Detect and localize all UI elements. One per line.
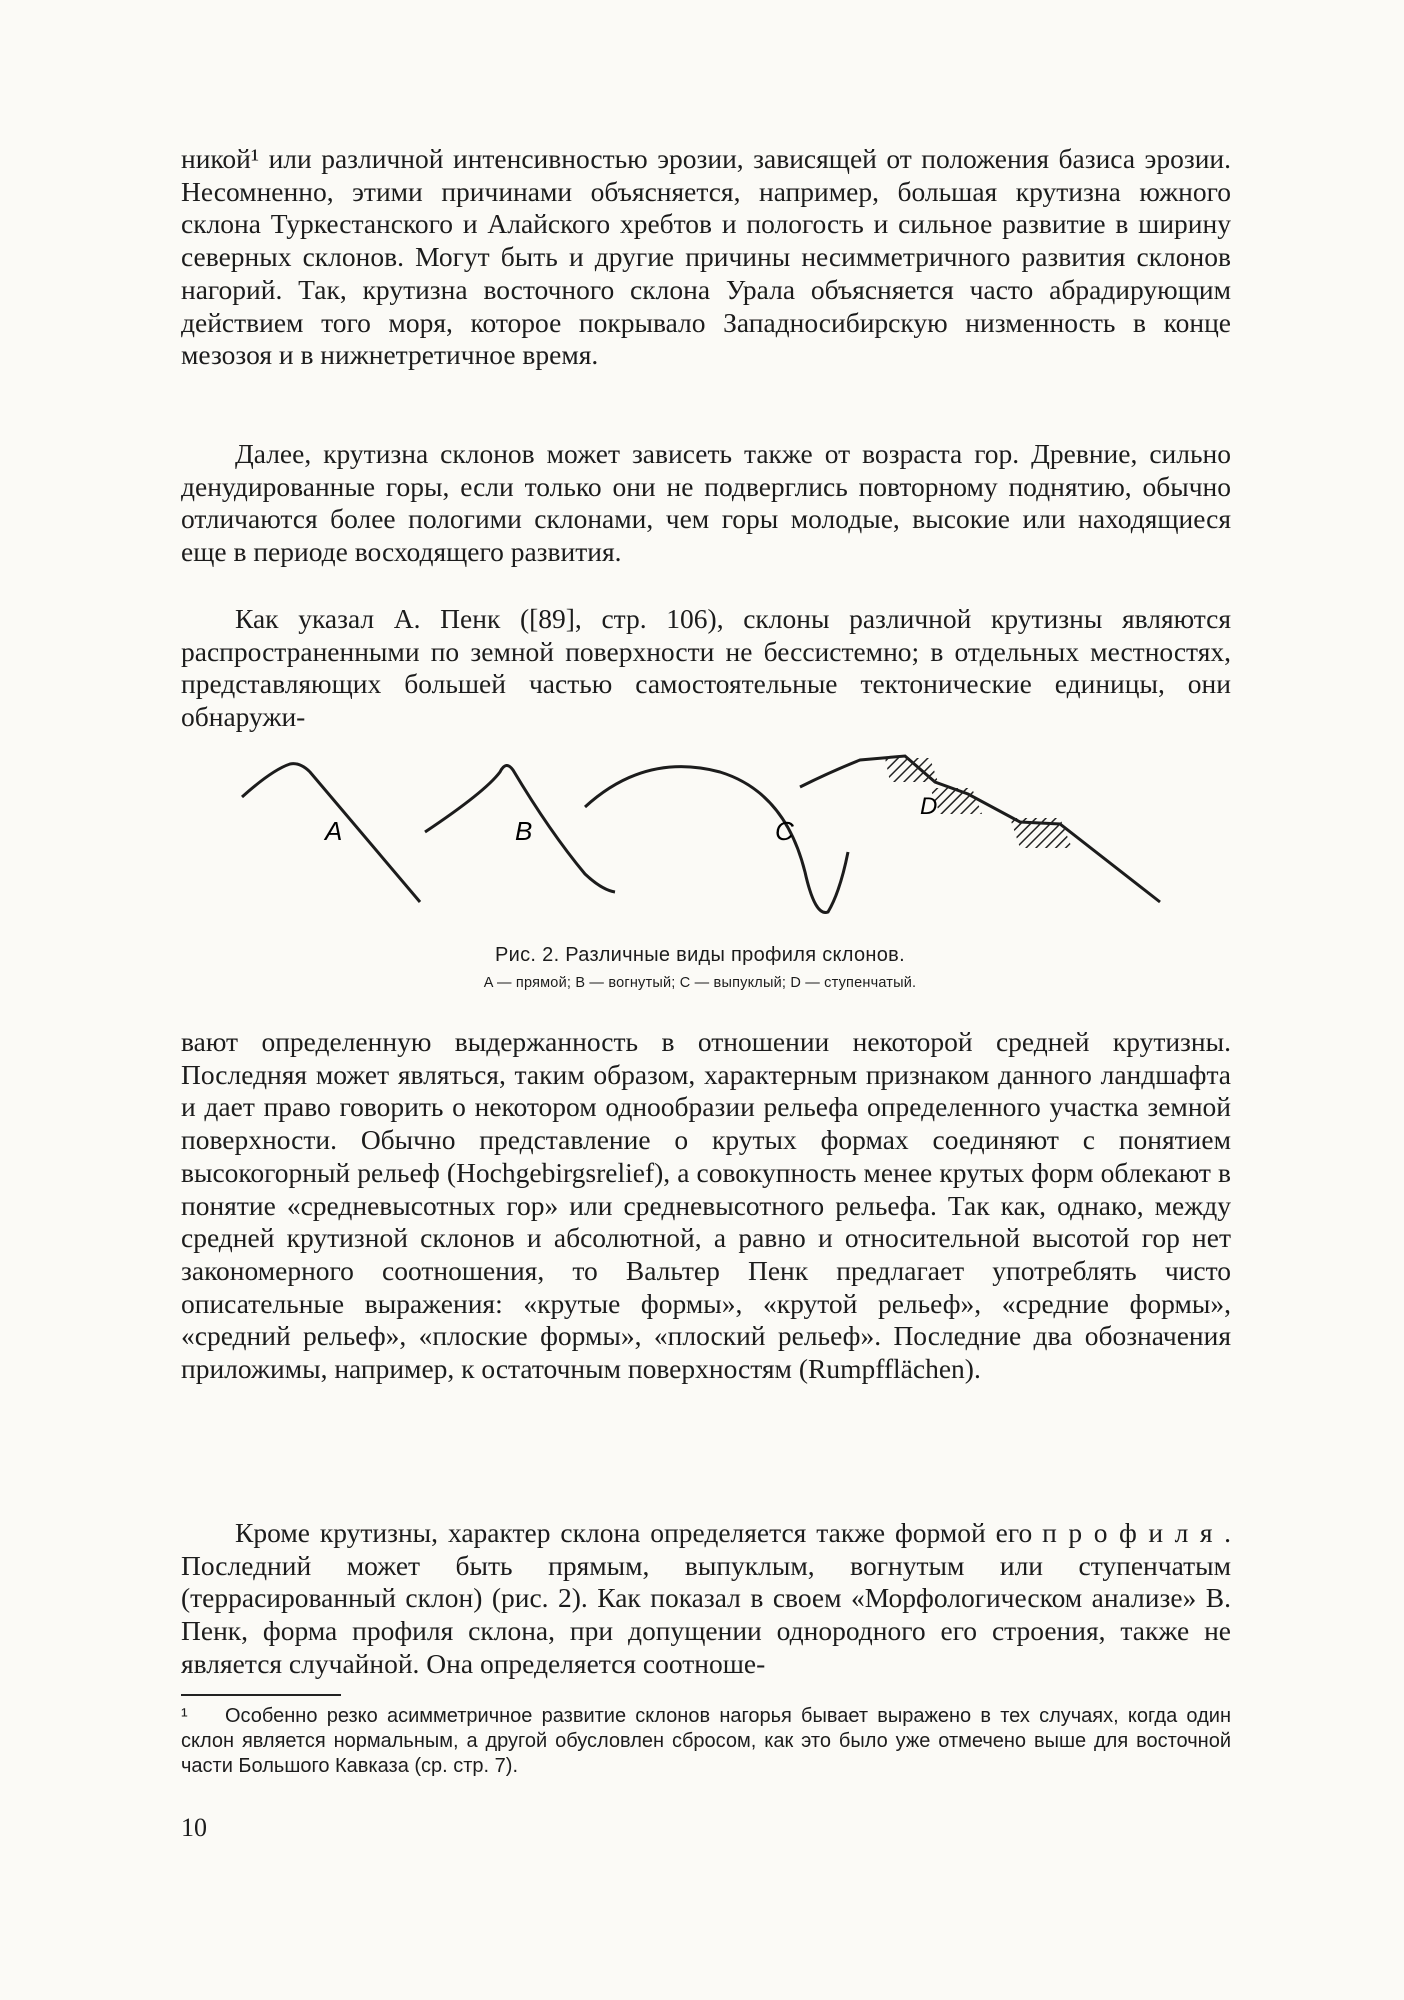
paragraph-1: никой¹ или различной интенсивностью эрозии, зависящей от положения базиса эрозии. Несомненно, этими причинами объясняется, например, большая крутизна южного склона Туркестанского и Алайского хребтов и пологость и сильное развитие в ширину северных склонов. Могут быть и другие причины несимметричного развития склонов нагорий. Так, крутизна восточного склона Урала объясняется часто абрадирующим действием того моря, которое покрывало Западносибирскую низменность в конце мезозоя и в нижнетретичное время. — [181, 143, 1231, 371]
label-a: A — [325, 816, 343, 846]
terrace-2-hatch — [930, 788, 982, 814]
label-b: B — [515, 816, 533, 846]
profile-c-convex — [585, 767, 848, 913]
footnote-text: Особенно резко асимметричное развитие склонов нагорья бывает выражено в тех случаях, когда один склон является нормальным, а другой обусловлен сбросом, как это было уже отмечено выше для восточной части Большого Кавказа (ср. стр. 7). — [181, 1705, 1231, 1777]
footnote — [181, 1704, 1231, 1779]
page-number: 10 — [181, 1813, 207, 1842]
figure-caption-title: Рис. 2. Различные виды профиля склонов. — [495, 944, 905, 966]
label-d: D — [920, 793, 938, 820]
profile-d-stepped — [800, 756, 1160, 902]
paragraph-5 — [181, 1517, 1231, 1681]
footnote-rule — [181, 1694, 341, 1696]
label-c: C — [775, 816, 794, 846]
terrace-1-hatch — [885, 758, 938, 782]
paragraph-4: вают определенную выдержанность в отношении некоторой средней крутизны. Последняя может являться, таким образом, характерным признаком данного ландшафта и дает право говорить о некотором однообразии рельефа определенного участка земной поверхности. Обычно представление о крутых формах соединяют с понятием высокогорный рельеф (Hochgebirgsrelief), а совокупность менее крутых форм облекают в понятие «средневысотных гор» или средневысотного рельефа. Так как, однако, между средней крутизной склонов и абсолютной, а равно и относительной высотой гор нет закономерного соотношения, то Вальтер Пенк предлагает употреблять чисто описательные выражения: «крутые формы», «крутой рельеф», «средние формы», «средний рельеф», «плоские формы», «плоский рельеф». Последние два обозначения приложимы, например, к остаточным поверхностям (Rumpfflächen). — [181, 1026, 1231, 1385]
paragraph-2: Далее, крутизна склонов может зависеть также от возраста гор. Древние, сильно денудированные горы, если только они не подверглись повторному поднятию, обычно отличаются более пологими склонами, чем горы молодые, высокие или находящиеся еще в периоде восходящего развития. — [181, 438, 1231, 568]
paragraph-3: Как указал А. Пенк ([89], стр. 106), склоны различной крутизны являются распространенными по земной поверхности не бессистемно; в отдельных местностях, представляющих большей частью самостоятельные тектонические единицы, они обнаружи- — [181, 603, 1231, 733]
footnote-marker: ¹ — [181, 1705, 188, 1727]
figure-caption-legend: A — прямой; B — вогнутый; C — выпуклый; D — ступенчатый. — [483, 975, 917, 991]
paragraph-5-end: . Последний может быть прямым, выпуклым, вогнутым или ступенчатым (террасированный склон) (рис. 2). Как показал в своем «Морфологическом анализе» В. Пенк, форма профиля склона, при допущении однородного его строения, также не является случайной. Она определяется соотноше- — [181, 1517, 1231, 1679]
terrace-3-hatch — [1010, 818, 1072, 848]
paragraph-5-start: Кроме крутизны, характер склона определяется также формой его — [235, 1517, 1043, 1548]
spaced-emphasis-word: профиля — [1042, 1517, 1225, 1548]
slope-profiles-figure — [230, 752, 1180, 922]
